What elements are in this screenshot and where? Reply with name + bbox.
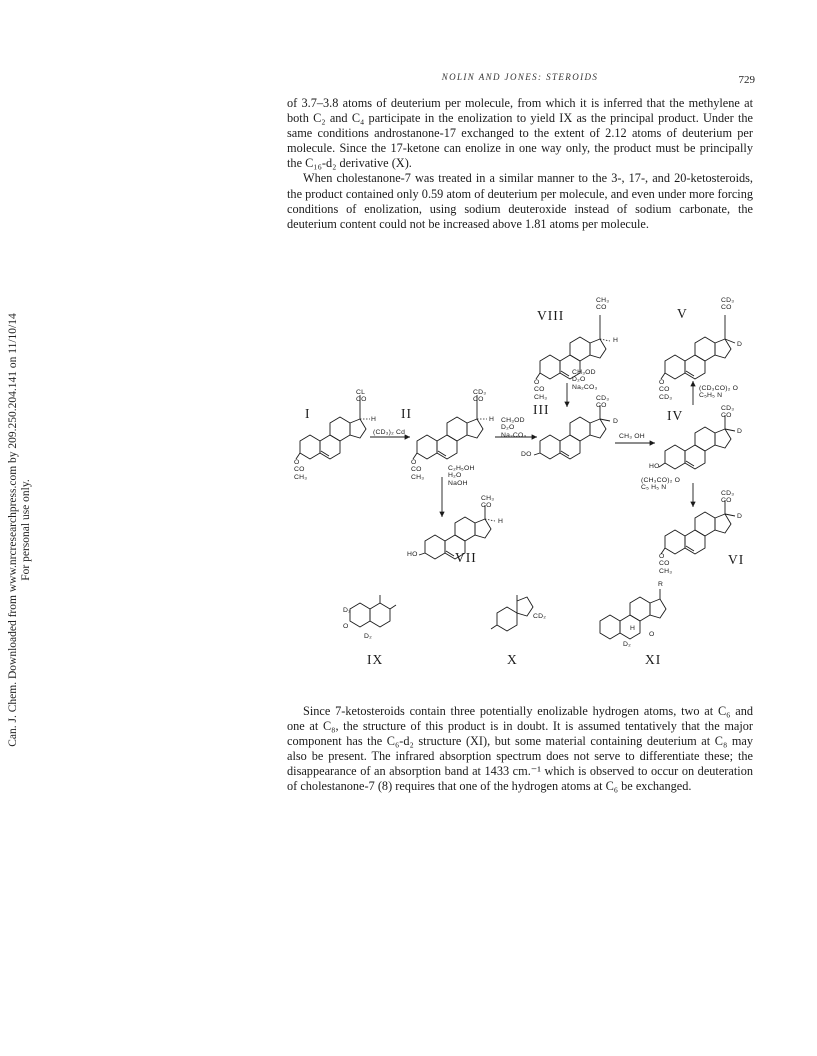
substituent-V-d: D <box>737 341 743 348</box>
chem-text: O <box>294 459 300 466</box>
compound-label-VI: VI <box>728 552 745 567</box>
compound-label-II: II <box>401 406 412 421</box>
chem-text: Na₂CO₃ <box>572 383 598 391</box>
chem-text: H₂O <box>448 472 462 480</box>
chem-text: CH₃OD <box>572 369 596 376</box>
chem-text: CH₃OD <box>501 417 525 424</box>
substituent-IV-ho: HO <box>649 463 660 470</box>
substituent-XI-r: R <box>658 581 664 588</box>
substituent-IX-d2-bottom: D₂ <box>364 633 372 640</box>
chem-text: CO <box>356 396 367 404</box>
chem-text: CH₃ <box>596 297 610 304</box>
reagent-IV-to-VI <box>641 477 680 492</box>
compound-label-IV: IV <box>667 408 684 423</box>
chem-text: CO <box>659 386 670 394</box>
download-notice-line1: Can. J. Chem. Downloaded from www.nrcresearchpress.com by 209.250.204.141 on 11/10/14 <box>7 313 19 747</box>
chem-text: CO <box>411 466 422 474</box>
substituent-II-h: H <box>489 416 495 423</box>
chem-text: CH₃ <box>294 473 308 481</box>
download-notice <box>7 313 33 747</box>
substituent-II-top <box>473 389 486 404</box>
compound-label-VIII: VIII <box>537 308 565 323</box>
substituent-III-d: D <box>613 418 619 425</box>
chem-text: D₂O <box>501 424 515 432</box>
body-text-bottom <box>287 704 753 795</box>
chem-text: CO <box>659 560 670 568</box>
chem-text: CD₃ <box>659 393 673 401</box>
chem-text: O <box>659 379 665 386</box>
substituent-III-top <box>596 395 609 410</box>
substituent-VI-top <box>721 490 734 505</box>
reagent-II-to-VII <box>448 465 475 487</box>
substituent-XI-o: O <box>649 631 655 638</box>
substituent-VIII-bottom <box>534 379 547 401</box>
substituent-VII-h: H <box>498 518 504 525</box>
chem-text: (CD₃CO)₂ O <box>699 385 739 392</box>
chem-text: O <box>659 553 665 560</box>
chem-text: CL <box>356 389 366 396</box>
chem-text: CO <box>721 497 732 505</box>
chem-text: CH₃ <box>411 473 425 481</box>
running-head: NOLIN AND JONES: STEROIDS <box>441 72 599 82</box>
chem-text: Na₂CO₃ <box>501 431 527 439</box>
substituent-III-do: DO <box>521 451 532 458</box>
compound-label-XI: XI <box>645 652 662 667</box>
reagent-VIII-to-III <box>572 369 598 391</box>
chem-text: CH₃ <box>534 393 548 401</box>
substituent-VIII-h: H <box>613 337 619 344</box>
page-header <box>285 70 755 90</box>
download-notice-line2: For personal use only. <box>20 479 32 581</box>
compound-label-VII: VII <box>455 550 477 565</box>
chem-text: CD₃ <box>721 405 735 412</box>
chem-text: CH₃ <box>481 495 495 502</box>
page-number: 729 <box>738 74 755 86</box>
substituent-VII-top <box>481 495 494 510</box>
compound-label-III: III <box>533 402 550 417</box>
structure-V <box>661 315 735 379</box>
chem-text: NaOH <box>448 479 468 487</box>
compound-label-X: X <box>507 652 518 667</box>
substituent-XI-h: H <box>630 625 636 632</box>
chem-text: CO <box>721 412 732 420</box>
structure-X <box>491 595 533 631</box>
chem-text: C₅H₅ N <box>699 392 723 400</box>
reaction-scheme-drawing <box>285 285 765 670</box>
chem-text: CO <box>534 386 545 394</box>
chem-text: (CH₃CO)₂ O <box>641 477 681 484</box>
compound-label-IX: IX <box>367 652 384 667</box>
reagent-II-to-III <box>501 417 527 439</box>
reagent-I-to-II: (CD₃)₂ Cd <box>373 429 406 436</box>
structure-IV <box>659 415 735 469</box>
chem-text: CD₃ <box>721 297 735 304</box>
reagent-IV-to-V <box>699 385 738 400</box>
substituent-VIII-top <box>596 297 609 312</box>
download-notice-sidebar <box>0 270 40 790</box>
structure-I <box>296 395 370 459</box>
chem-text: CO <box>596 304 607 312</box>
substituent-I-bottom <box>294 459 307 481</box>
substituent-IV-d: D <box>737 428 743 435</box>
substituent-XI-d2: D₂ <box>623 641 631 648</box>
substituent-VI-d: D <box>737 513 743 520</box>
substituent-I-top <box>356 389 367 404</box>
substituent-IX-o: O <box>343 623 349 630</box>
chem-text: CO <box>721 304 732 312</box>
structure-VI <box>661 500 735 554</box>
paragraph: of 3.7–3.8 atoms of deuterium per molecule, from which it is inferred that the methylene at both C₂ and C₄ participate in the enolization to yield IX as the principal product. Under the same conditions androstanone-17 exchanged to the extent of 2.12 atoms of deuterium per molecule. Since the 17-ketone can enolize in one way only, the product must be principally the C₁₆-d₂ derivative (X). <box>287 96 753 171</box>
chem-text: CO <box>473 396 484 404</box>
chem-text: CO <box>294 466 305 474</box>
substituent-VI-bottom <box>659 553 672 575</box>
substituent-II-bottom <box>411 459 424 481</box>
substituent-IV-top <box>721 405 734 420</box>
compound-label-V: V <box>677 306 688 321</box>
structure-IX <box>350 595 396 627</box>
chem-text: O <box>534 379 540 386</box>
body-text-top <box>287 96 753 232</box>
structure-II <box>413 395 487 459</box>
chem-text: CO <box>596 402 607 410</box>
substituent-VII-ho: HO <box>407 551 418 558</box>
substituent-V-bottom <box>659 379 672 401</box>
chem-text: C₂H₅OH <box>448 465 475 472</box>
chem-text: D₂O <box>572 376 586 384</box>
chem-text: CD₃ <box>721 490 735 497</box>
paragraph: Since 7-ketosteroids contain three potentially enolizable hydrogen atoms, two at C₆ and one at C₈, the structure of this product is in doubt. It is assumed tentatively that the major component has the C₆-d₂ structure (XI), but some material containing deuterium at C₈ may also be present. The infrared absorption spectrum does not serve to differentiate these; the disappearance of an absorption band at 1433 cm.⁻¹ which is observed to occur on deuteration of cholestanone-7 (8) requires that one of the hydrogen atoms at C₆ be exchanged. <box>287 704 753 794</box>
substituent-IX-d2-left: D₂ <box>343 607 351 614</box>
chem-text: O <box>411 459 417 466</box>
chem-text: CD₃ <box>473 389 487 396</box>
chem-text: CO <box>481 502 492 510</box>
chem-text: CD₃ <box>596 395 610 402</box>
substituent-V-top <box>721 297 734 312</box>
chem-text: CH₃ <box>659 567 673 575</box>
reagent-III-to-IV: CH₃ OH <box>619 433 645 440</box>
substituent-I-h: H <box>371 416 377 423</box>
compound-label-I: I <box>305 406 311 421</box>
reaction-scheme-figure <box>285 285 765 670</box>
chem-text: C₅ H₅ N <box>641 484 667 492</box>
substituent-X-cd2: CD₂ <box>533 613 547 620</box>
paragraph: When cholestanone-7 was treated in a similar manner to the 3-, 17-, and 20-ketosteroids, the product contained only 0.59 atom of deuterium per molecule, and even under more forcing conditions of enolization, using sodium deuteroxide instead of sodium carbonate, the deuterium content could not be increased above 1.81 atoms per molecule. <box>287 171 753 231</box>
